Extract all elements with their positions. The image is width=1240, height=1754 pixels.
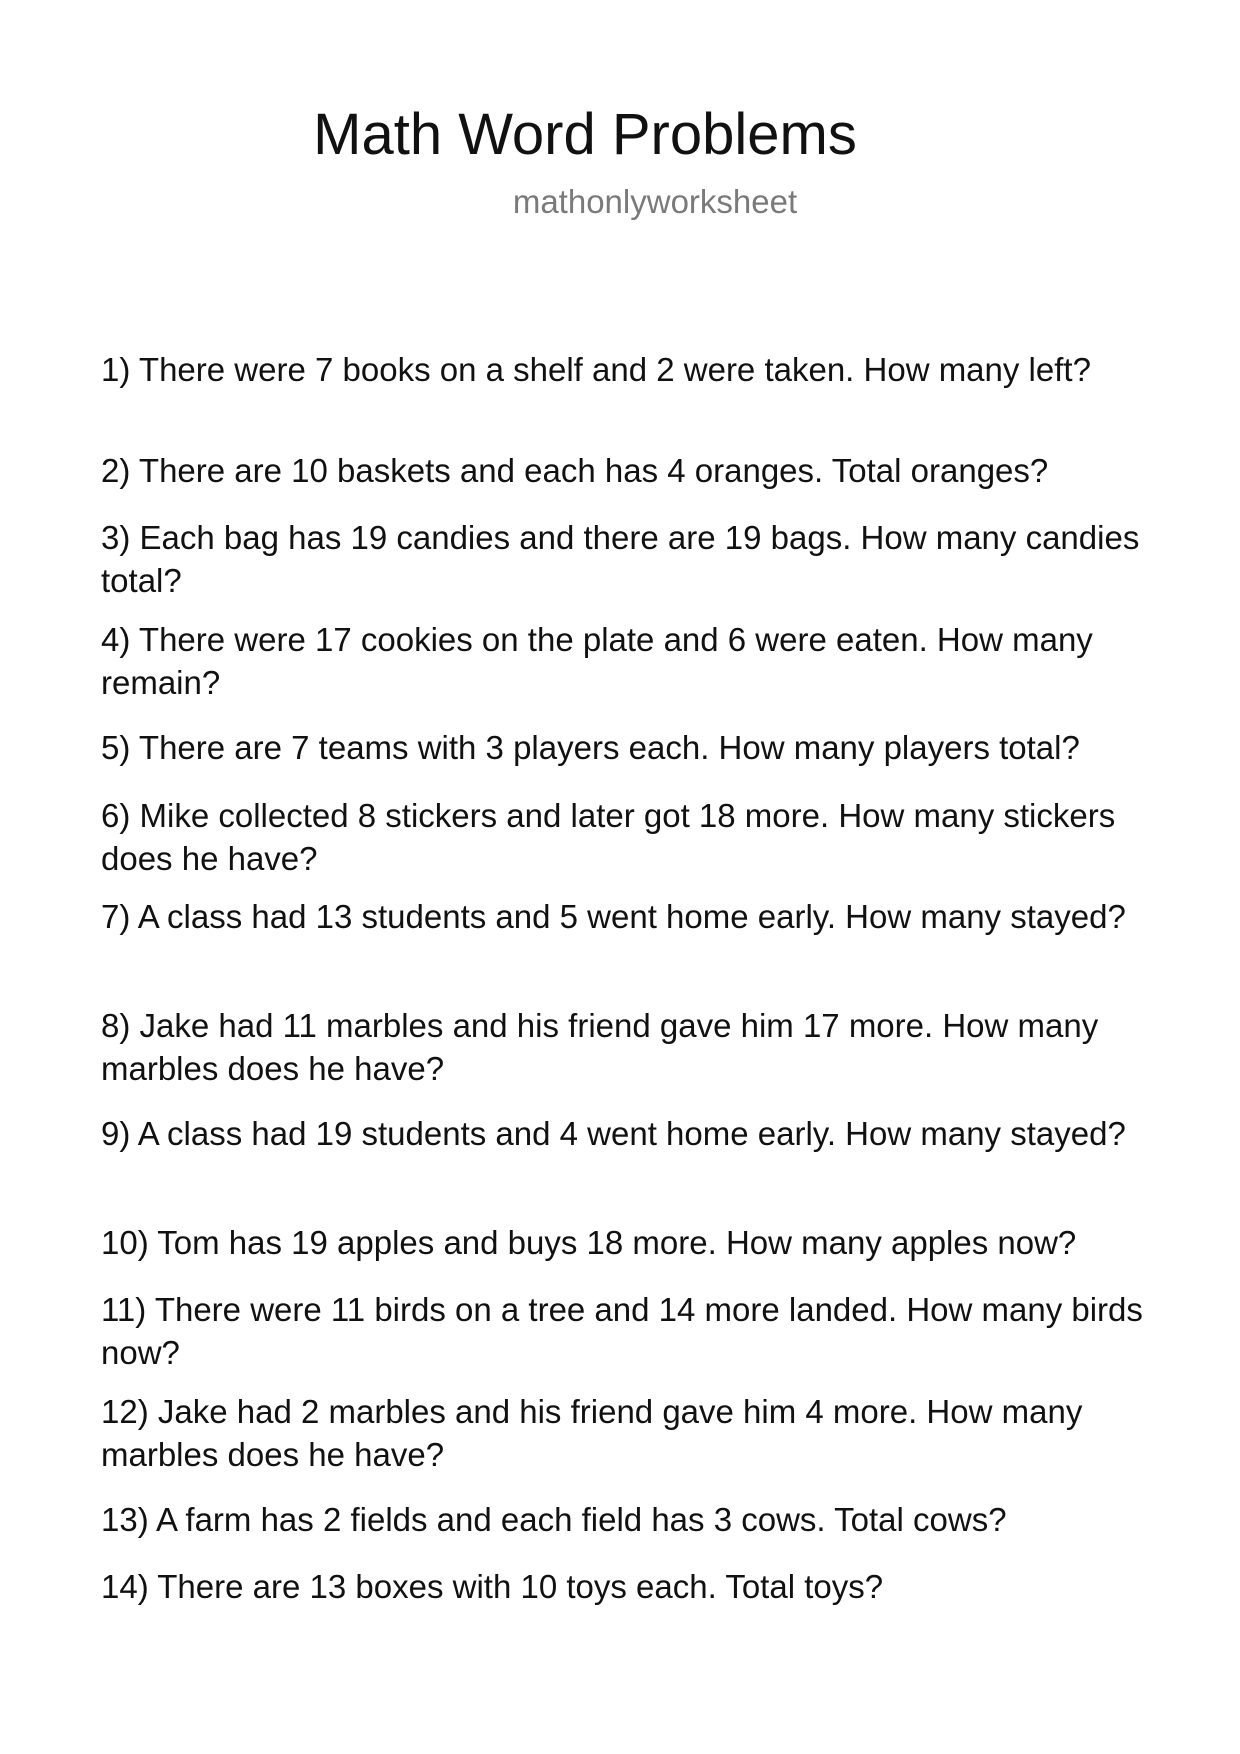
page-subtitle: mathonlyworksheet xyxy=(512,183,798,220)
problem-12: 12) Jake had 2 marbles and his friend gave him 4 more. How many marbles does he have? xyxy=(101,1393,1083,1473)
problem-11: 11) There were 11 birds on a tree and 14 more landed. How many birds now? xyxy=(101,1291,1143,1371)
page-title: Math Word Problems xyxy=(313,102,857,167)
problem-4: 4) There were 17 cookies on the plate and 6 were eaten. How many remain? xyxy=(101,621,1093,701)
problem-9: 9) A class had 19 students and 4 went home early. How many stayed? xyxy=(101,1115,1126,1152)
problem-13: 13) A farm has 2 fields and each field has 3 cows. Total cows? xyxy=(101,1501,1007,1538)
problem-6: 6) Mike collected 8 stickers and later got 18 more. How many stickers does he have? xyxy=(101,797,1116,877)
problem-1: 1) There were 7 books on a shelf and 2 were taken. How many left? xyxy=(101,351,1091,388)
problem-10: 10) Tom has 19 apples and buys 18 more. How many apples now? xyxy=(101,1224,1077,1261)
problem-14: 14) There are 13 boxes with 10 toys each. Total toys? xyxy=(101,1568,884,1605)
problem-5: 5) There are 7 teams with 3 players each. How many players total? xyxy=(101,729,1080,766)
problem-3: 3) Each bag has 19 candies and there are 19 bags. How many candies total? xyxy=(101,519,1140,599)
problem-7: 7) A class had 13 students and 5 went home early. How many stayed? xyxy=(101,898,1126,935)
problem-8: 8) Jake had 11 marbles and his friend gave him 17 more. How many marbles does he have? xyxy=(101,1007,1099,1087)
problem-2: 2) There are 10 baskets and each has 4 oranges. Total oranges? xyxy=(101,452,1049,489)
